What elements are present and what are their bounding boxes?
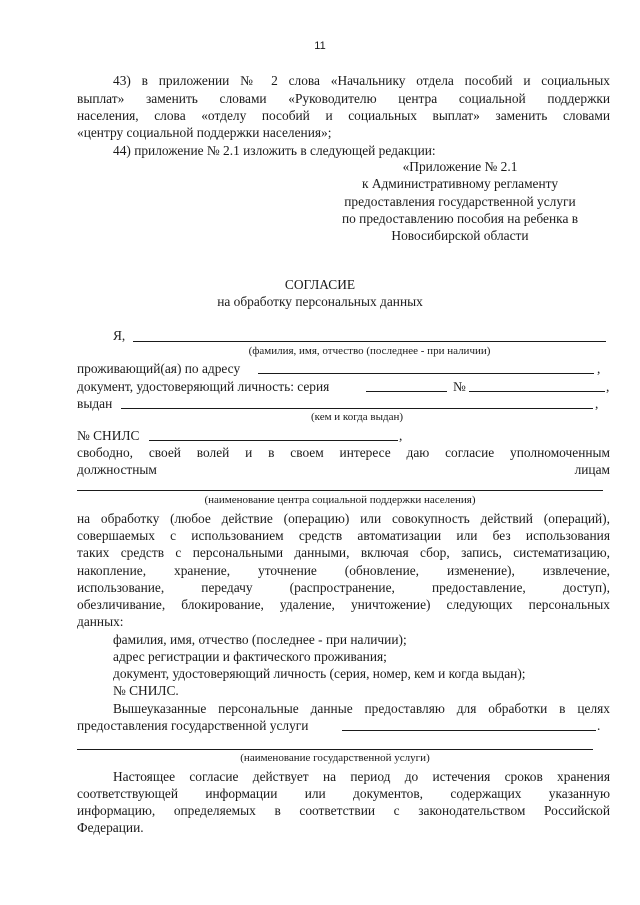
processing-line2: совершаемых с использованием средств автоматизации или без использования xyxy=(77,528,610,543)
purpose-line2: предоставления государственной услуги xyxy=(77,718,309,733)
data-item: фамилия, имя, отчество (последнее - при наличии); xyxy=(113,632,407,647)
processing-line3: таких средств с персональными данными, включая сбор, запись, систематизацию, xyxy=(77,545,610,560)
validity-line1: Настоящее согласие действует на период до истечения сроков хранения xyxy=(113,769,610,784)
data-item: № СНИЛС. xyxy=(113,683,179,698)
fio-row: Я, xyxy=(113,328,126,343)
center-field[interactable] xyxy=(77,490,603,491)
consent-line1: свободно, своей волей и в своем интересе даю согласие уполномоченным xyxy=(77,445,610,460)
doc-label: документ, удостоверяющий личность: серия xyxy=(77,379,330,394)
processing-line1: на обработку (любое действие (операцию) или совокупность действий (операций), xyxy=(77,511,610,526)
snils-label: № СНИЛС xyxy=(77,428,140,443)
service-name-field[interactable] xyxy=(77,749,593,750)
purpose-line1: Вышеуказанные персональные данные предоставляю для обработки в целях xyxy=(113,701,610,716)
document-title: СОГЛАСИЕ xyxy=(284,277,356,292)
issued-label: выдан xyxy=(77,396,113,411)
issued-hint: (кем и когда выдан) xyxy=(310,411,404,423)
validity-line2: соответствующей информации или документов, содержащих указанную xyxy=(77,786,610,801)
service-hint: (наименование государственной услуги) xyxy=(240,752,430,764)
item-44: 44) приложение № 2.1 изложить в следующей редакции: xyxy=(113,143,436,158)
address-label: проживающий(ая) по адресу xyxy=(77,361,241,376)
purpose-service-field[interactable] xyxy=(342,730,596,731)
data-item: адрес регистрации и фактического проживания; xyxy=(113,649,387,664)
item-43-line4: «центру социальной поддержки населения»; xyxy=(77,125,332,140)
processing-line7: данных: xyxy=(77,614,124,629)
item-43-line1: 43) в приложении № 2 слова «Начальнику отдела пособий и социальных xyxy=(113,73,610,88)
data-item: документ, удостоверяющий личность (серия, номер, кем и когда выдан); xyxy=(113,666,526,681)
issued-field[interactable] xyxy=(121,408,593,409)
snils-field[interactable] xyxy=(149,440,398,441)
address-field[interactable] xyxy=(258,373,594,374)
fio-field[interactable] xyxy=(133,341,606,342)
document-subtitle: на обработку персональных данных xyxy=(217,294,423,309)
center-hint: (наименование центра социальной поддержки населения) xyxy=(204,494,476,506)
item-43-line2: выплат» заменить словами «Руководителю центра социальной поддержки xyxy=(77,91,610,106)
page-number: 11 xyxy=(314,40,326,52)
processing-line5: использование, передачу (распространение, предоставление, доступ), xyxy=(77,580,610,595)
processing-line6: обезличивание, блокирование, удаление, уничтожение) следующих персональных xyxy=(77,597,610,612)
processing-line4: накопление, хранение, уточнение (обновление, изменение), извлечение, xyxy=(77,563,610,578)
validity-line3: информацию, определяемых в соответствии с законодательством Российской xyxy=(77,803,610,818)
validity-line4: Федерации. xyxy=(77,820,144,835)
doc-series-field[interactable] xyxy=(366,391,447,392)
fio-hint: (фамилия, имя, отчество (последнее - при наличии) xyxy=(248,345,491,357)
item-43-line3: населения, слова «отделу пособий и социальных выплат» заменить словами xyxy=(77,108,610,123)
doc-number-field[interactable] xyxy=(469,391,605,392)
consent-line2: должностным лицам xyxy=(77,462,610,477)
